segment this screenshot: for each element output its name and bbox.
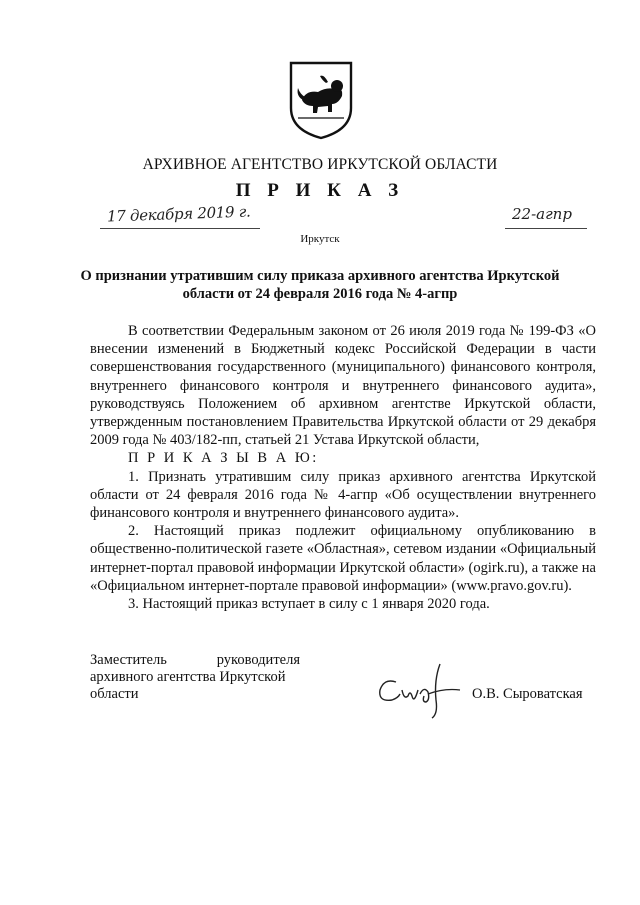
document-body: [90, 322, 596, 613]
date-underline: [100, 228, 260, 229]
position-line-2: архивного агентства Иркутской: [90, 669, 286, 685]
subject-line-2: области от 24 февраля 2016 года № 4-агпр: [182, 286, 458, 302]
handwritten-signature: [374, 660, 466, 720]
document-subject: [70, 267, 570, 303]
handwritten-order-number: 22-агпр: [512, 205, 572, 223]
number-underline: [505, 228, 587, 229]
preamble-paragraph: В соответствии Федеральным законом от 26 июля 2019 года № 199-ФЗ «О внесении изменений в Бюджетный кодекс Российской Федерации в части совершенствования государственного (муниципального) финансового контроля, внутреннего финансового контроля и внутреннего финансового аудита», руководствуясь Положением об архивном агентстве Иркутской области, утвержденным постановлением Правительства Иркутской области от 29 декабря 2009 года № 403/182-пп, статьей 21 Устава Иркутской области,: [90, 323, 596, 449]
position-line-3: области: [90, 686, 139, 702]
handwritten-date: 17 декабря 2019 г.: [106, 202, 251, 226]
signatory-position: [90, 652, 300, 703]
city-name: Иркутск: [300, 233, 340, 245]
position-word-1: Заместитель: [90, 652, 167, 668]
subject-line-1: О признании утратившим силу приказа архивного агентства Иркутской: [80, 268, 560, 284]
document-type-title: П Р И К А З: [235, 180, 405, 201]
position-word-2: руководителя: [216, 652, 300, 668]
signatory-name: О.В. Сыроватская: [472, 686, 583, 702]
order-item-2: 2. Настоящий приказ подлежит официальному опубликованию в общественно-политической газете «Областная», сетевом издании «Официальный интернет-портал правовой информации Иркутской области» (ogirk.ru), а также на «Официальном интернет-портале правовой информации» (www.pravo.gov.ru).: [90, 523, 596, 594]
order-keyword: П Р И К А З Ы В А Ю:: [128, 450, 319, 467]
order-item-1: 1. Признать утратившим силу приказ архивного агентства Иркутской области от 24 февраля 2016 года № 4-агпр «Об осуществлении внутреннего финансового контроля и внутреннего финансового аудита».: [90, 468, 596, 522]
order-item-3: 3. Настоящий приказ вступает в силу с 1 января 2020 года.: [128, 596, 490, 613]
coat-of-arms-emblem: [288, 60, 354, 140]
agency-name: АРХИВНОЕ АГЕНТСТВО ИРКУТСКОЙ ОБЛАСТИ: [142, 156, 498, 173]
